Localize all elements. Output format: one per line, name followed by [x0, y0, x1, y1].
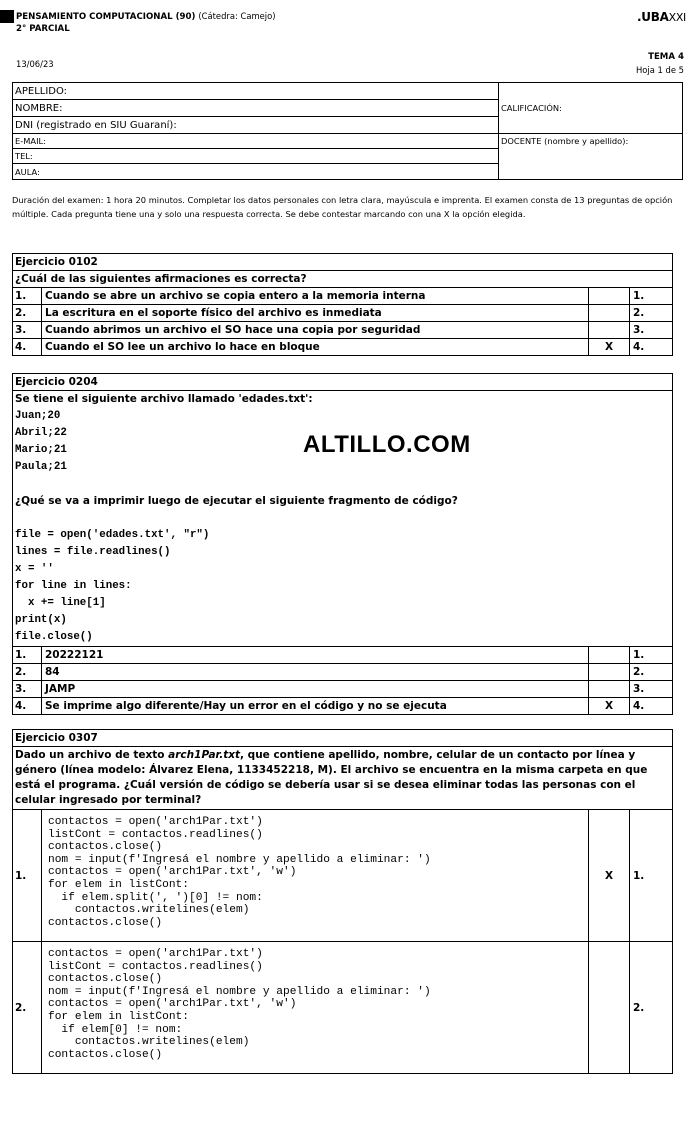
exercise-title: Ejercicio 0102 [13, 254, 672, 271]
exam-type: 2° PARCIAL [16, 24, 70, 34]
file-line: Abril;22 [15, 427, 67, 439]
option-row[interactable]: 3. Cuando abrimos un archivo el SO hace una copia por seguridad 3. [13, 322, 672, 339]
tel-field[interactable]: TEL: [13, 149, 499, 164]
exercise-intro: Se tiene el siguiente archivo llamado 'edades.txt': [15, 393, 313, 405]
code-line: for line in lines: [15, 580, 132, 592]
exercise-0307 [12, 729, 673, 1074]
page-count: Hoja 1 de 5 [636, 65, 684, 75]
answer-cell[interactable]: X [589, 698, 630, 714]
answer-cell[interactable] [589, 647, 630, 663]
answer-cell[interactable] [589, 322, 630, 338]
option-row[interactable]: 3. JAMP 3. [13, 681, 672, 698]
email-field[interactable]: E-MAIL: [13, 134, 499, 149]
dni-field[interactable]: DNI (registrado en SIU Guaraní): [13, 117, 499, 134]
code-line: file.close() [15, 631, 93, 643]
docente-field[interactable]: DOCENTE (nombre y apellido): [499, 134, 683, 180]
exercise-0102 [12, 253, 673, 356]
code-option: contactos = open('arch1Par.txt') listCont = contactos.readlines() contactos.close() nom = input(f'Ingresá el nombre y apellido a eliminar: ') contactos = open('arch1Par.txt', 'w') for elem in listCont: if elem.split(', ')[0] != nom: contactos.writelines(elem) contactos.close() [42, 810, 589, 941]
answer-cell[interactable] [589, 288, 630, 304]
watermark: ALTILLO.COM [303, 431, 471, 458]
code-option: contactos = open('arch1Par.txt') listCont = contactos.readlines() contactos.close() nom = input(f'Ingresá el nombre y apellido a eliminar: ') contactos = open('arch1Par.txt', 'w') for elem in listCont: if elem[0] != nom: contactos.writelines(elem) contactos.close() [42, 942, 589, 1073]
option-row[interactable]: 2. 84 2. [13, 664, 672, 681]
catedra: (Cátedra: Camejo) [198, 11, 276, 21]
code-line: x += line[1] [15, 597, 106, 609]
answer-cell[interactable]: X [589, 810, 630, 941]
answer-cell[interactable] [589, 664, 630, 680]
personal-data-table [12, 82, 683, 180]
answer-cell[interactable] [589, 681, 630, 697]
answer-cell[interactable]: X [589, 339, 630, 355]
option-row[interactable]: 2. La escritura en el soporte físico del archivo es inmediata 2. [13, 305, 672, 322]
file-line: Juan;20 [15, 410, 61, 422]
uba-logo: .UBAXXI [637, 10, 686, 24]
aula-field[interactable]: AULA: [13, 164, 499, 180]
tema-label: TEMA 4 [648, 52, 684, 62]
option-row[interactable]: 1. Cuando se abre un archivo se copia entero a la memoria interna 1. [13, 288, 672, 305]
option-row[interactable]: 1. 20222121 1. [13, 647, 672, 664]
file-line: Paula;21 [15, 461, 67, 473]
nombre-field[interactable]: NOMBRE: [13, 100, 499, 117]
option-row[interactable]: 4. Cuando el SO lee un archivo lo hace en bloque X 4. [13, 339, 672, 356]
code-line: lines = file.readlines() [15, 546, 171, 558]
exercise-question: Dado un archivo de texto arch1Par.txt, que contiene apellido, nombre, celular de un contacto por línea y género (línea modelo: Álvarez Elena, 1133452218, M). El archivo se encuentra en la misma carpeta en que está el programa. ¿Cuál versión de código se debería usar si se desea eliminar todas las personas con el celular ingresado por terminal? [13, 747, 672, 810]
answer-cell[interactable] [589, 942, 630, 1073]
answer-cell[interactable] [589, 305, 630, 321]
course-title: PENSAMIENTO COMPUTACIONAL (90) (Cátedra: Camejo) [16, 11, 276, 22]
black-marker [0, 10, 14, 23]
code-line: file = open('edades.txt', "r") [15, 529, 210, 541]
exercise-question: ¿Cuál de las siguientes afirmaciones es correcta? [13, 271, 672, 288]
code-line: x = '' [15, 563, 54, 575]
calificacion-field[interactable]: CALIFICACIÓN: [499, 83, 683, 134]
apellido-field[interactable]: APELLIDO: [13, 83, 499, 100]
exercise-question: ¿Qué se va a imprimir luego de ejecutar el siguiente fragmento de código? [15, 495, 458, 507]
exercise-0204 [12, 373, 673, 715]
option-row[interactable]: 1. contactos = open('arch1Par.txt') listCont = contactos.readlines() contactos.close() nom = input(f'Ingresá el nombre y apellido a eliminar: ') contactos = open('arch1Par.txt', 'w') for elem in listCont: if elem.split(', ')[0] != nom: contactos.writelines(elem) contactos.close() X 1. [13, 810, 672, 942]
option-row[interactable]: 2. contactos = open('arch1Par.txt') listCont = contactos.readlines() contactos.close() nom = input(f'Ingresá el nombre y apellido a eliminar: ') contactos = open('arch1Par.txt', 'w') for elem in listCont: if elem[0] != nom: contactos.writelines(elem) contactos.close() 2. [13, 942, 672, 1074]
exercise-title: Ejercicio 0307 [13, 730, 672, 747]
option-row[interactable]: 4. Se imprime algo diferente/Hay un error en el código y no se ejecuta X 4. [13, 698, 672, 715]
code-line: print(x) [15, 614, 67, 626]
instructions: Duración del examen: 1 hora 20 minutos. Completar los datos personales con letra clara, mayúscula e imprenta. El examen consta de 13 preguntas de opción múltiple. Cada pregunta tiene una y solo una respuesta correcta. Se debe contestar marcando con una X la opción elegida. [12, 195, 673, 219]
exercise-title: Ejercicio 0204 [13, 374, 672, 391]
exam-date: 13/06/23 [16, 59, 54, 69]
file-line: Mario;21 [15, 444, 67, 456]
file-name: arch1Par.txt [168, 749, 241, 761]
